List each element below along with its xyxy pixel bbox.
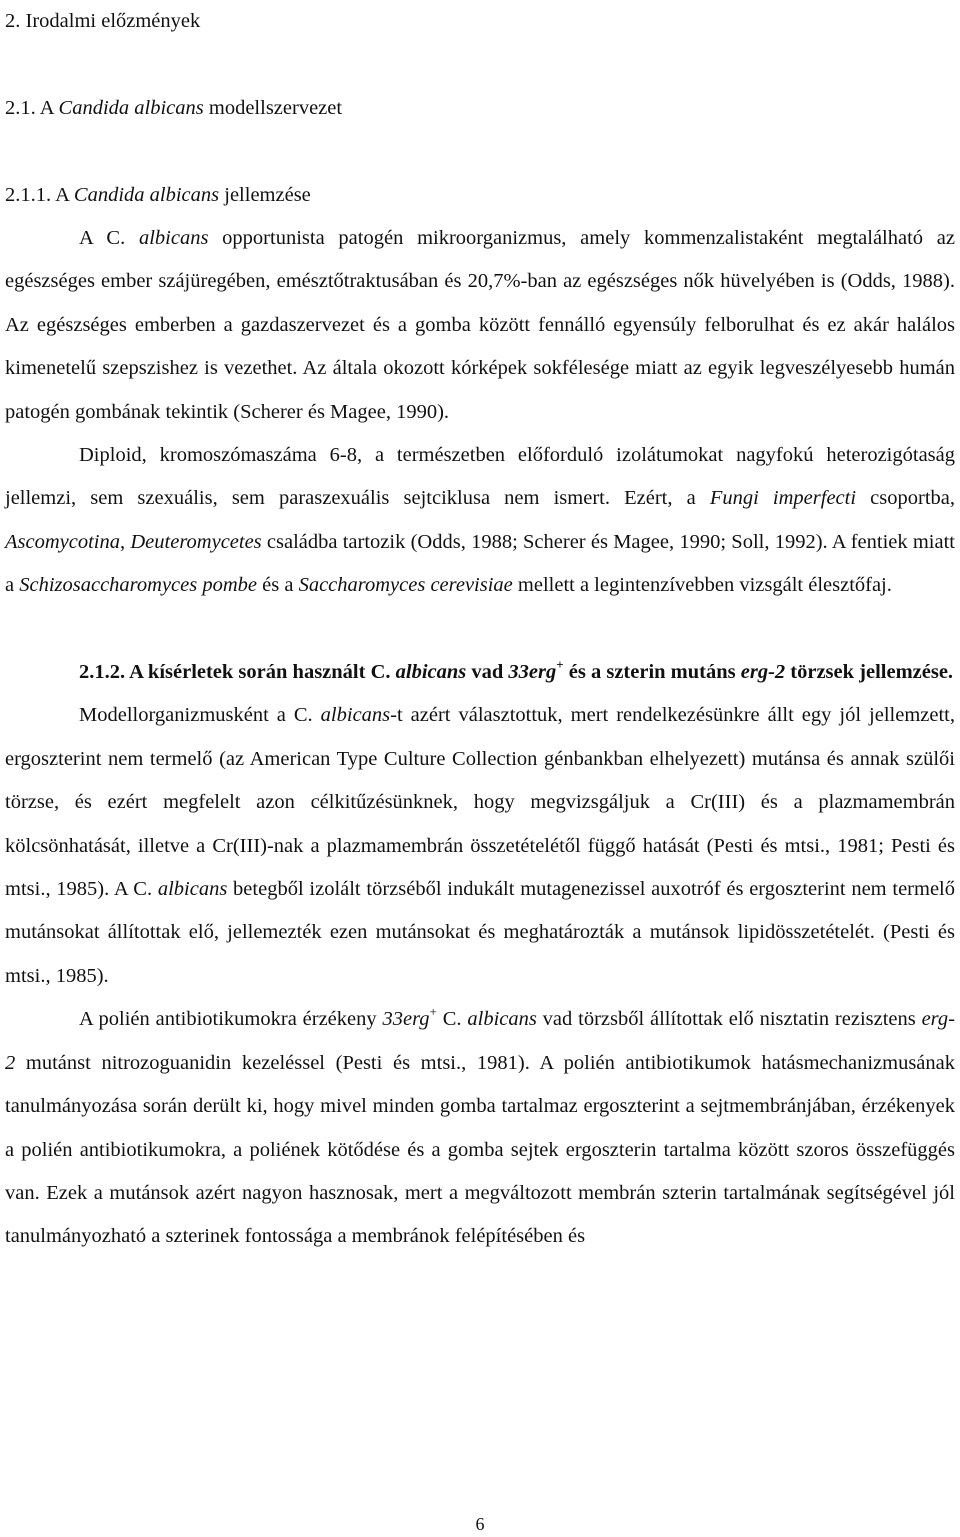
superscript: + — [556, 657, 564, 673]
subsection-heading-suffix: jellemzése — [219, 183, 311, 206]
section-heading-species: Candida albicans — [58, 96, 204, 119]
italic-run: Saccharomyces cerevisiae — [298, 574, 513, 597]
subsection-heading-prefix: 2.1.1. A — [5, 183, 74, 206]
text-run: mellett a legintenzívebben vizsgált élesztőfaj. — [512, 574, 892, 597]
text-run: és a — [257, 574, 299, 597]
document-page — [5, 0, 955, 1259]
italic-run: albicans — [395, 661, 467, 684]
italic-run: albicans — [320, 704, 391, 727]
text-run: Diploid, kromoszómaszáma 6-8, a természetben előforduló izolátumokat nagyfokú heterozigótaság jellemzi, sem szexuális, sem paraszexuális sejtciklusa nem ismert. Ezért, a — [5, 444, 955, 510]
italic-run: albicans — [157, 878, 228, 901]
section-heading-suffix: modellszervezet — [203, 96, 343, 119]
text-run: , — [120, 530, 131, 553]
text-run: mutánst nitrozoguanidin kezeléssel (Pesti és mtsi., 1981). A polién antibiotikumok hatásmechanizmusának tanulmányozása során derült ki, hogy mivel minden gomba tartalmaz ergoszterint a sejtmembránjában, érzékenyek a polién antibiotikumokra, a poliének kötődése és a gomba sejtek ergoszterin tartalma között szoros összefüggés van. Ezek a mutánsok azért nagyon hasznosak, mert a megváltozott membrán szterin tartalmának segítségével jól tanulmányozható a szterinek fontossága a membránok felépítésében és — [5, 1051, 955, 1248]
text-run: betegből izolált törzséből indukált mutagenezissel auxotróf és ergoszterint nem termelő mutánsokat állítottak elő, jellemezték ezen mutánsokat és meghatározták a mutánsok lipidösszetételét. (Pesti és mtsi., 1985). — [5, 878, 955, 987]
page-number: 6 — [475, 1514, 485, 1534]
paragraph-polyene — [5, 998, 955, 1258]
spacer — [5, 130, 955, 173]
text-run: opportunista patogén mikroorganizmus, amely kommenzalistaként megtalálható az egészséges ember szájüregében, emésztőtraktusában és 20,7%-ban az egészséges nők hüvelyében is (Odds, 1988). Az egészséges emberben a gazdaszervezet és a gomba között fennálló egyensúly felborulhat és ez akár halálos kimenetelű szepszishez is vezethet. Az általa okozott kórképek sokfélesége miatt az egyik legveszélyesebb humán patogén gombának tekintik (Scherer és Magee, 1990). — [5, 227, 955, 423]
italic-run: Deuteromycetes — [130, 530, 262, 553]
italic-run: Ascomycotina — [5, 530, 120, 553]
superscript: + — [429, 1004, 437, 1020]
italic-run: 33erg — [508, 661, 557, 684]
text-run: vad törzsből állítottak elő nisztatin rezisztens — [536, 1008, 922, 1031]
text-run: 2.1.2. A kísérletek során használt C. — [79, 661, 396, 684]
italic-run: erg-2 — [740, 661, 786, 684]
paragraph-candida-intro — [5, 217, 955, 434]
paragraph-genetics — [5, 434, 955, 608]
text-run: Modellorganizmusként a C. — [79, 704, 321, 727]
text-run: A C. — [79, 227, 139, 249]
spacer — [5, 608, 955, 651]
subsection-heading — [5, 174, 955, 217]
paragraph-model-organism — [5, 694, 955, 998]
text-run: csoportba, — [856, 487, 955, 510]
text-run: vad — [466, 661, 509, 684]
chapter-heading: 2. Irodalmi előzmények — [5, 10, 201, 32]
text-run: C. — [436, 1008, 468, 1031]
text-run: törzsek jellemzése. — [785, 661, 954, 684]
subsection-heading-strains — [5, 651, 955, 694]
text-run: -t azért választottuk, mert rendelkezésünkre állt egy jól jellemzett, ergoszterint nem termelő (az American Type Culture Collection génbankban elhelyezett) mutánsa és annak szülői törzse, és ezért megfelelt azon célkitűzésünknek, hogy megvizsgáljuk a Cr(III) és a plazmamembrán kölcsönhatását, illetve a Cr(III)-nak a plazmamembrán összetételétől függő hatását (Pesti és mtsi., 1981; Pesti és mtsi., 1985). A C. — [5, 704, 955, 901]
section-heading-prefix: 2.1. A — [5, 96, 59, 119]
italic-run: Fungi imperfecti — [709, 487, 857, 510]
italic-run: albicans — [138, 227, 209, 249]
subsection-heading-species: Candida albicans — [73, 183, 220, 206]
italic-run: erg-2 — [5, 1008, 955, 1074]
italic-run: 33erg — [382, 1008, 430, 1031]
spacer — [5, 43, 955, 86]
italic-run: albicans — [467, 1008, 537, 1031]
text-run: A polién antibiotikumokra érzékeny — [79, 1008, 383, 1031]
text-run: családba tartozik (Odds, 1988; Scherer és Magee, 1990; Soll, 1992). A fentiek miatt a — [5, 530, 955, 597]
italic-run: Schizosaccharomyces pombe — [19, 574, 258, 597]
text-run: és a szterin mutáns — [563, 661, 741, 684]
section-heading — [5, 87, 955, 130]
